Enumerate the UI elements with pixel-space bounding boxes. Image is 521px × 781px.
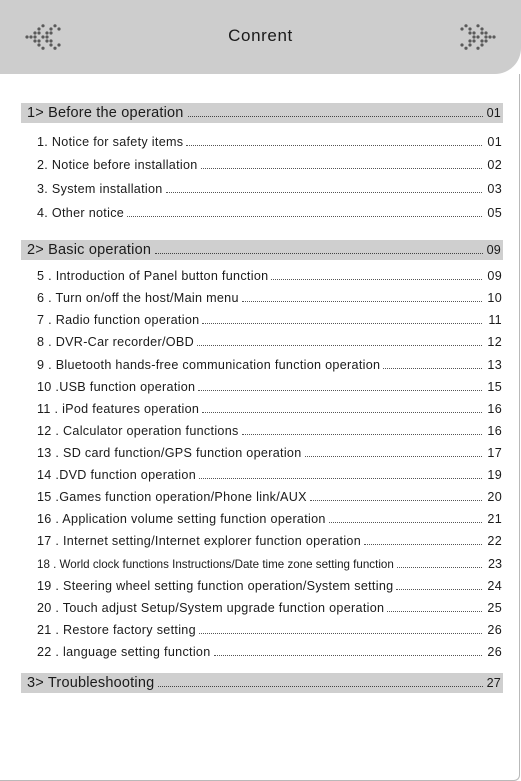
dot-leader [197, 345, 482, 346]
toc-item[interactable] [37, 135, 502, 149]
toc-item-label: 7 . Radio function operation [37, 313, 200, 327]
toc-item-label: 8 . DVR-Car recorder/OBD [37, 335, 194, 349]
toc-page-number: 16 [487, 402, 502, 416]
page-title: Conrent [228, 26, 293, 45]
dot-leader [158, 686, 482, 687]
toc-item-label: 1. Notice for safety items [37, 135, 184, 149]
toc-page-number: 01 [487, 135, 502, 149]
toc-item-label: 11 . iPod features operation [37, 402, 200, 416]
toc-item[interactable] [37, 623, 502, 637]
toc-item[interactable] [37, 358, 502, 372]
toc-section-label: 1> Before the operation [27, 105, 184, 121]
toc-page-number: 21 [487, 512, 502, 526]
toc-page-number: 24 [487, 579, 502, 593]
toc-item[interactable] [37, 313, 502, 327]
toc-item-label: 19 . Steering wheel setting function operation/System setting [37, 579, 394, 593]
toc-page-number: 17 [487, 446, 502, 460]
toc-item[interactable] [37, 269, 502, 283]
toc-section-label: 3> Troubleshooting [27, 675, 155, 691]
dot-leader [188, 116, 483, 117]
toc-item-label: 18 . World clock functions Instructions/Date time zone setting function [37, 558, 394, 571]
toc-item[interactable] [37, 645, 502, 659]
toc-page-number: 03 [487, 182, 502, 196]
dot-leader [201, 168, 482, 169]
toc-item-label: 6 . Turn on/off the host/Main menu [37, 291, 239, 305]
toc-page-number: 10 [487, 291, 502, 305]
dot-leader [199, 633, 482, 634]
dot-leader [202, 412, 482, 413]
toc-page-number: 27 [486, 676, 501, 690]
toc-item[interactable] [37, 601, 502, 615]
toc-item[interactable] [37, 158, 502, 172]
dot-leader [186, 145, 482, 146]
toc-page-number: 15 [487, 380, 502, 394]
toc-section-3[interactable] [21, 673, 503, 693]
toc-item[interactable] [37, 579, 502, 593]
toc-page-number: 26 [487, 645, 502, 659]
dot-leader [396, 589, 482, 590]
toc-section-2[interactable] [21, 240, 503, 260]
toc-item[interactable] [37, 468, 502, 482]
toc-item[interactable] [37, 335, 502, 349]
dot-leader [242, 301, 482, 302]
toc-item-label: 3. System installation [37, 182, 163, 196]
toc-page-number: 13 [487, 358, 502, 372]
toc-section-label: 2> Basic operation [27, 242, 152, 258]
toc-page-number: 25 [487, 601, 502, 615]
toc-item-label: 12 . Calculator operation functions [37, 424, 239, 438]
toc-item[interactable] [37, 182, 502, 196]
toc-item-label: 20 . Touch adjust Setup/System upgrade function operation [37, 601, 385, 615]
dot-leader [202, 323, 482, 324]
dot-leader [155, 253, 482, 254]
dot-leader [199, 478, 482, 479]
toc-page-number: 01 [486, 106, 501, 120]
toc-item[interactable] [37, 490, 502, 504]
toc-item[interactable] [37, 424, 502, 438]
dot-leader [214, 655, 482, 656]
toc-page-number: 23 [487, 557, 502, 571]
toc-item[interactable] [37, 557, 502, 571]
toc-page-number: 12 [487, 335, 502, 349]
toc-item-label: 22 . language setting function [37, 645, 211, 659]
dot-leader [364, 544, 482, 545]
toc-page-number: 22 [487, 534, 502, 548]
toc-item[interactable] [37, 402, 502, 416]
dot-leader [127, 216, 482, 217]
toc-item-label: 13 . SD card function/GPS function operation [37, 446, 302, 460]
toc-item[interactable] [37, 534, 502, 548]
toc-item[interactable] [37, 380, 502, 394]
toc-item[interactable] [37, 512, 502, 526]
toc-item-label: 5 . Introduction of Panel button function [37, 269, 269, 283]
toc-item-label: 10 .USB function operation [37, 380, 196, 394]
dot-leader [242, 434, 482, 435]
toc-page-number: 19 [487, 468, 502, 482]
toc-section-1[interactable] [21, 103, 503, 123]
toc-item-label: 4. Other notice [37, 206, 125, 220]
toc-item-label: 17 . Internet setting/Internet explorer function operation [37, 534, 362, 548]
toc-item[interactable] [37, 206, 502, 220]
toc-page-number: 02 [487, 158, 502, 172]
toc-page-number: 11 [488, 313, 502, 327]
toc-item-label: 14 .DVD function operation [37, 468, 197, 482]
toc-item[interactable] [37, 446, 502, 460]
toc-page-number: 26 [487, 623, 502, 637]
toc-page-number: 09 [486, 243, 501, 257]
toc-item-label: 9 . Bluetooth hands-free communication function operation [37, 358, 381, 372]
dot-leader [387, 611, 482, 612]
double-chevron-right-icon [458, 24, 502, 50]
toc-page-number: 16 [487, 424, 502, 438]
dot-leader [383, 368, 482, 369]
toc-page-number: 09 [487, 269, 502, 283]
dot-leader [166, 192, 482, 193]
dot-leader [198, 390, 482, 391]
dot-leader [329, 522, 482, 523]
toc-page-number: 20 [487, 490, 502, 504]
dot-leader [305, 456, 482, 457]
dot-leader [397, 567, 482, 568]
toc-item-label: 2. Notice before installation [37, 158, 198, 172]
toc-item-label: 16 . Application volume setting function operation [37, 512, 326, 526]
dot-leader [271, 279, 482, 280]
toc-item[interactable] [37, 291, 502, 305]
dot-leader [310, 500, 482, 501]
toc-item-label: 21 . Restore factory setting [37, 623, 196, 637]
toc-item-label: 15 .Games function operation/Phone link/AUX [37, 490, 307, 504]
toc-page-number: 05 [487, 206, 502, 220]
header-bar [0, 0, 521, 74]
